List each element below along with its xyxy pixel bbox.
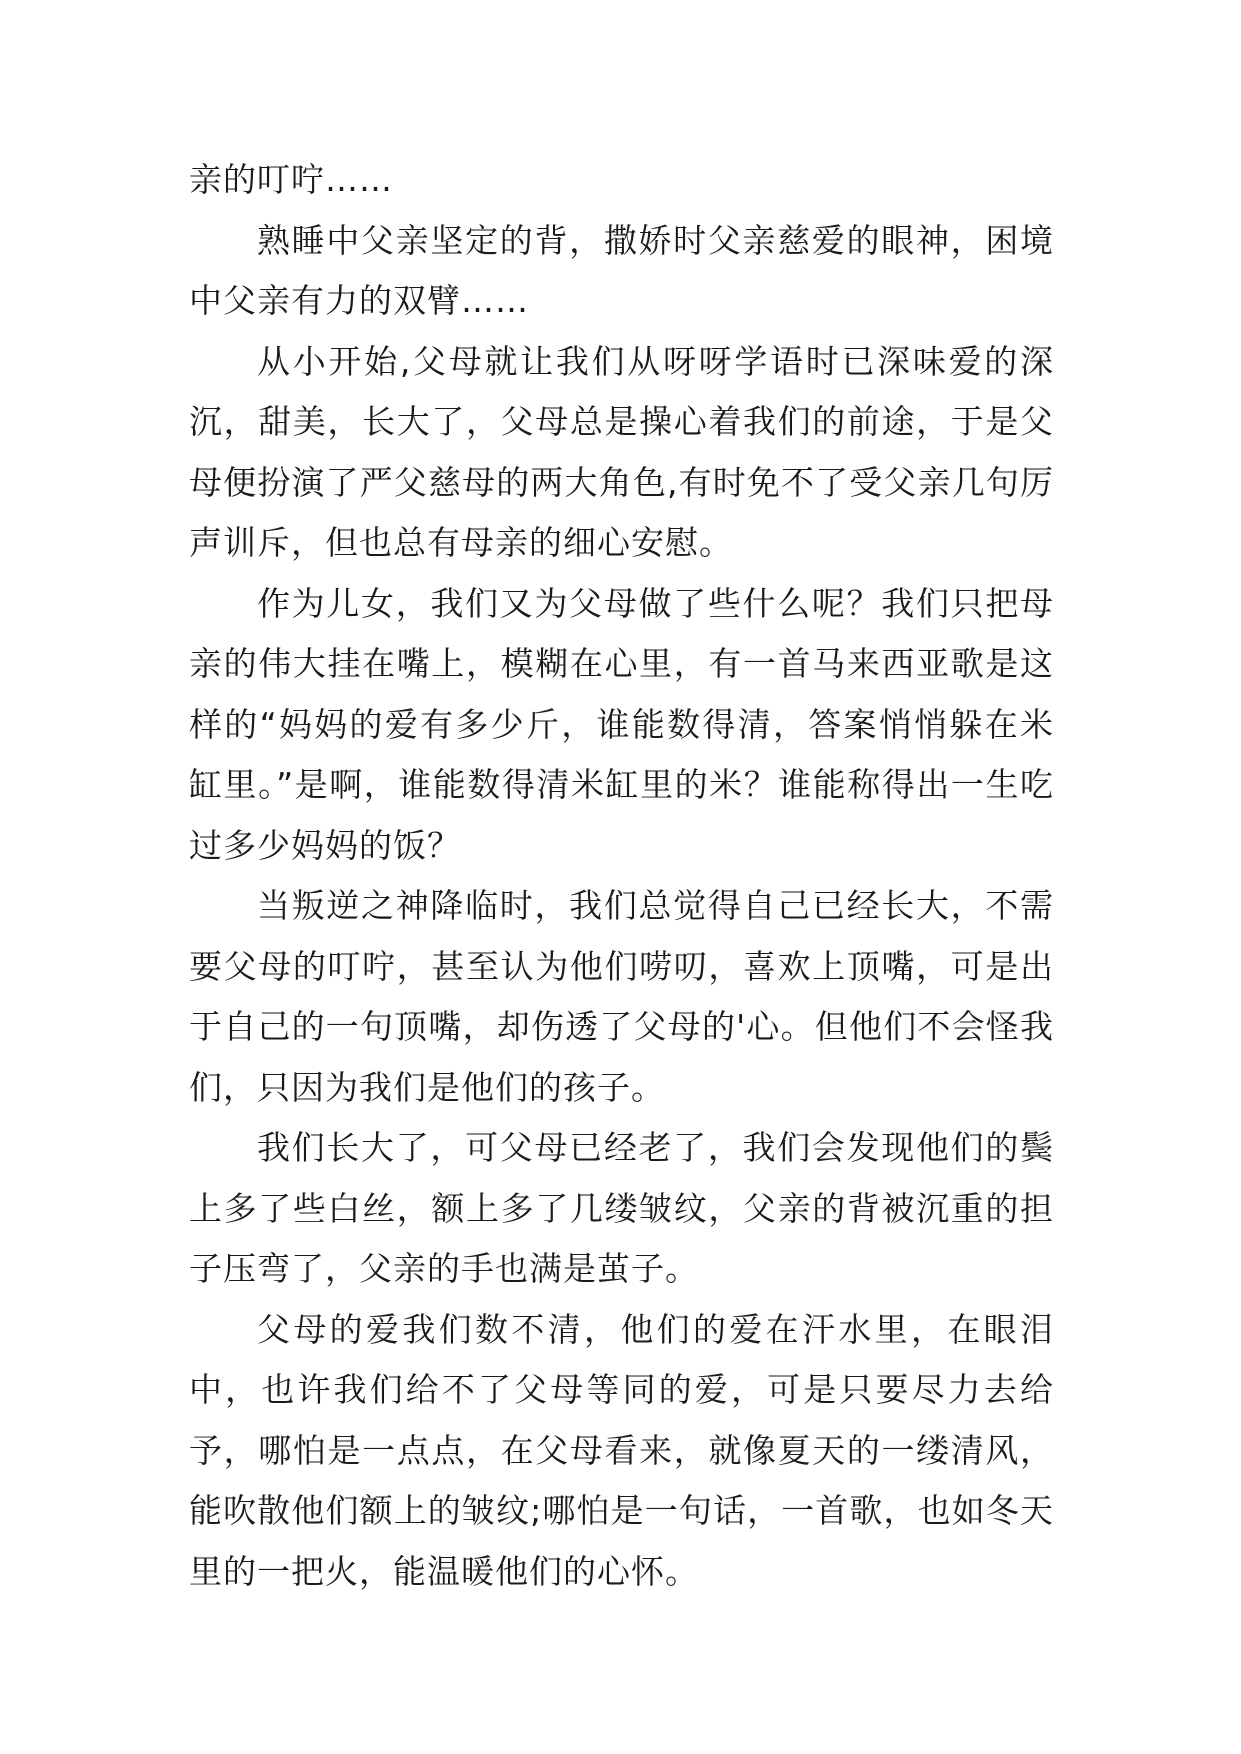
paragraph: 熟睡中父亲坚定的背，撒娇时父亲慈爱的眼神，困境中父亲有力的双臂…… (189, 220, 1054, 320)
paragraph: 从小开始,父母就让我们从呀呀学语时已深味爱的深沉，甜美，长大了，父母总是操心着我们的前途，于是父母便扮演了严父慈母的两大角色,有时免不了受父亲几句厉声训斥，但也总有母亲的细心安慰。 (189, 341, 1054, 562)
paragraph: 我们长大了，可父母已经老了，我们会发现他们的鬓上多了些白丝，额上多了几缕皱纹，父亲的背被沉重的担子压弯了，父亲的手也满是茧子。 (189, 1128, 1054, 1288)
paragraph: 当叛逆之神降临时，我们总觉得自己已经长大，不需要父母的叮咛，甚至认为他们唠叨，喜欢上顶嘴，可是出于自己的一句顶嘴，却伤透了父母的'心。但他们不会怪我们，只因为我们是他们的孩子。 (189, 886, 1054, 1107)
paragraph: 父母的爱我们数不清，他们的爱在汗水里，在眼泪中，也许我们给不了父母等同的爱，可是只要尽力去给予，哪怕是一点点，在父母看来，就像夏天的一缕清风，能吹散他们额上的皱纹;哪怕是一句话，一首歌，也如冬天里的一把火，能温暖他们的心怀。 (189, 1309, 1054, 1591)
paragraph: 亲的叮咛…… (189, 160, 393, 199)
document-body (189, 150, 1054, 1602)
paragraph: 作为儿女，我们又为父母做了些什么呢？我们只把母亲的伟大挂在嘴上，模糊在心里，有一首马来西亚歌是这样的“妈妈的爱有多少斤，谁能数得清，答案悄悄躲在米缸里。”是啊，谁能数得清米缸里的米？谁能称得出一生吃过多少妈妈的饭？ (189, 583, 1054, 865)
